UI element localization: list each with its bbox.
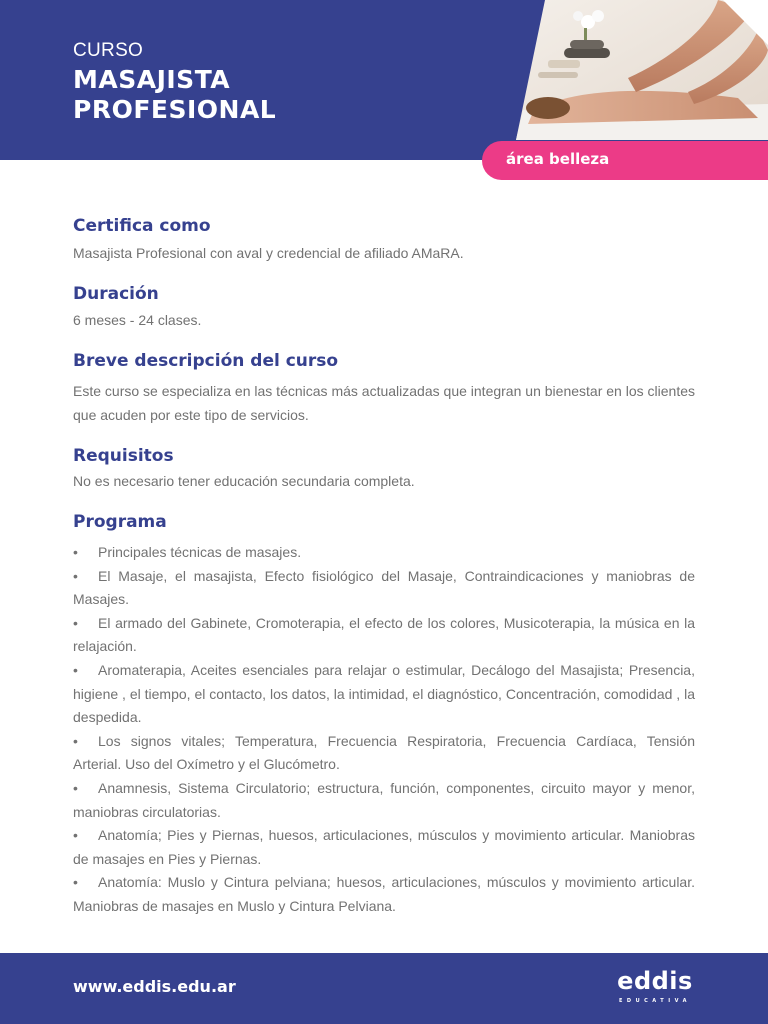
area-badge bbox=[482, 141, 768, 180]
programa-item-text: Aromaterapia, Aceites esenciales para relajar o estimular, Decálogo del Masajista; Presencia, higiene , el tiempo, el contacto, los datos, la intimidad, el diagnóstico, Concentración, comodidad , la despedida. bbox=[73, 661, 695, 726]
course-title bbox=[73, 65, 276, 125]
programa-heading: Programa bbox=[73, 512, 167, 532]
requisitos-heading: Requisitos bbox=[73, 446, 174, 466]
area-badge-label: área belleza bbox=[506, 150, 610, 168]
programa-item-text: Anatomía: Muslo y Cintura pelviana; huesos, articulaciones, músculos y movimiento articular. Maniobras de masajes en Muslo y Cintura Pelviana. bbox=[73, 874, 695, 914]
programa-item bbox=[73, 659, 695, 730]
programa-item bbox=[73, 565, 695, 612]
programa-item-text: El Masaje, el masajista, Efecto fisiológico del Masaje, Contraindicaciones y maniobras de Masajes. bbox=[73, 567, 695, 608]
course-title-line2: PROFESIONAL bbox=[73, 95, 277, 124]
requisitos-text: No es necesario tener educación secundaria completa. bbox=[73, 473, 415, 489]
logo-subtitle: EDUCATIVA bbox=[619, 998, 691, 1004]
bullet-icon: • bbox=[73, 567, 78, 584]
descripcion-heading: Breve descripción del curso bbox=[73, 351, 339, 371]
course-kicker: CURSO bbox=[73, 40, 144, 61]
programa-item-text: Los signos vitales; Temperatura, Frecuencia Respiratoria, Frecuencia Cardíaca, Tensión Arterial. Uso del Oxímetro y el Glucómetro. bbox=[73, 732, 695, 773]
footer-banner bbox=[0, 953, 768, 1024]
programa-item bbox=[73, 541, 695, 565]
programa-list bbox=[73, 541, 695, 919]
programa-item-text: Anamnesis, Sistema Circulatorio; estructura, función, componentes, circuito mayor y menor, maniobras circulatorias. bbox=[73, 779, 695, 820]
website-link[interactable]: www.eddis.edu.ar bbox=[73, 977, 236, 996]
bullet-icon: • bbox=[73, 732, 78, 749]
logo-word: eddis bbox=[617, 967, 693, 995]
bullet-icon: • bbox=[73, 874, 78, 891]
bullet-icon: • bbox=[73, 544, 78, 560]
programa-item-text: Anatomía; Pies y Piernas, huesos, articulaciones, músculos y movimiento articular. Maniobras de masajes en Pies y Piernas. bbox=[73, 827, 695, 867]
certifica-text: Masajista Profesional con aval y credencial de afiliado AMaRA. bbox=[73, 245, 464, 261]
duracion-heading: Duración bbox=[73, 284, 159, 304]
course-title-line1: MASAJISTA bbox=[73, 65, 231, 94]
massage-photo bbox=[508, 0, 768, 140]
programa-item bbox=[73, 612, 695, 659]
programa-item bbox=[73, 730, 695, 777]
programa-item-text: Principales técnicas de masajes. bbox=[98, 544, 302, 560]
duracion-text: 6 meses - 24 clases. bbox=[73, 312, 202, 328]
programa-item bbox=[73, 824, 695, 871]
bullet-icon: • bbox=[73, 661, 78, 678]
bullet-icon: • bbox=[73, 827, 78, 844]
bullet-icon: • bbox=[73, 779, 78, 796]
certifica-heading: Certifica como bbox=[73, 216, 211, 236]
bullet-icon: • bbox=[73, 614, 78, 631]
programa-item bbox=[73, 777, 695, 824]
programa-item-text: El armado del Gabinete, Cromoterapia, el efecto de los colores, Musicoterapia, la música en la relajación. bbox=[73, 614, 695, 655]
programa-item bbox=[73, 871, 695, 918]
eddis-logo bbox=[614, 967, 696, 1009]
descripcion-text: Este curso se especializa en las técnicas más actualizadas que integran un bienestar en los clientes que acuden por este tipo de servicios. bbox=[73, 383, 695, 423]
